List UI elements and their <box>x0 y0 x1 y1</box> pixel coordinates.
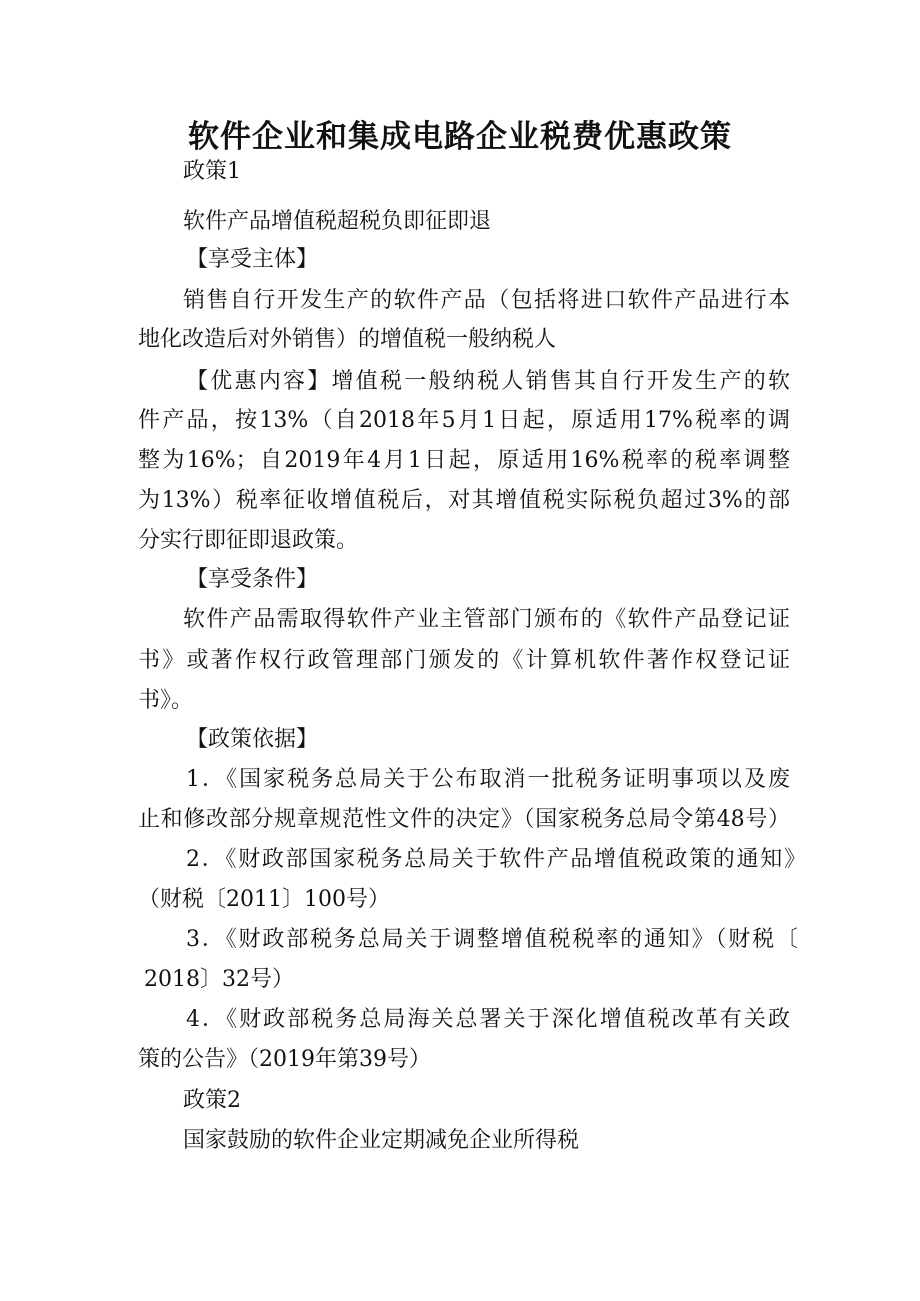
basis-line-7: 4．《财政部税务总局海关总署关于深化增值税改革有关政 <box>186 1007 790 1032</box>
document-title: 软件企业和集成电路企业税费优惠政策 <box>188 119 732 155</box>
policy1-name: 软件产品增值税超税负即征即退 <box>183 209 492 234</box>
content-line-3: 整为16%；自2019年4月1日起，原适用16%税率的税率调整 <box>138 448 790 473</box>
condition-heading: 【享受条件】 <box>186 567 319 592</box>
condition-line-1: 软件产品需取得软件产业主管部门颁布的《软件产品登记证 <box>183 607 790 632</box>
basis-line-3: 2．《财政部国家税务总局关于软件产品增值税政策的通知》 <box>186 847 806 872</box>
content-line-1: 【优惠内容】增值税一般纳税人销售其自行开发生产的软 <box>186 369 790 394</box>
policy2-label: 政策2 <box>183 1088 241 1113</box>
basis-line-6: 2018〕32号） <box>144 967 294 992</box>
basis-line-8: 策的公告》（2019年第39号） <box>138 1047 431 1072</box>
basis-line-2: 止和修改部分规章规范性文件的决定》（国家税务总局令第48号） <box>138 807 790 832</box>
basis-line-4: （财税〔2011〕100号） <box>138 887 390 912</box>
content-line-2: 件产品，按13%（自2018年5月1日起，原适用17%税率的调 <box>138 408 790 433</box>
basis-heading: 【政策依据】 <box>186 727 319 752</box>
basis-line-1: 1．《国家税务总局关于公布取消一批税务证明事项以及废 <box>186 767 790 792</box>
content-line-4: 为13%）税率征收增值税后，对其增值税实际税负超过3%的部 <box>138 488 790 513</box>
basis-line-5: 3．《财政部税务总局关于调整增值税税率的通知》（财税〔 <box>186 927 798 952</box>
condition-line-2: 书》或著作权行政管理部门颁发的《计算机软件著作权登记证 <box>138 648 790 673</box>
content-line-5: 分实行即征即退政策。 <box>138 528 359 553</box>
subject-line-1: 销售自行开发生产的软件产品（包括将进口软件产品进行本 <box>183 288 790 313</box>
subject-line-2: 地化改造后对外销售）的增值税一般纳税人 <box>138 327 557 352</box>
policy1-label: 政策1 <box>183 159 241 184</box>
subject-heading: 【享受主体】 <box>186 247 319 272</box>
condition-line-3: 书》。 <box>138 688 194 713</box>
policy2-name: 国家鼓励的软件企业定期减免企业所得税 <box>183 1128 580 1153</box>
